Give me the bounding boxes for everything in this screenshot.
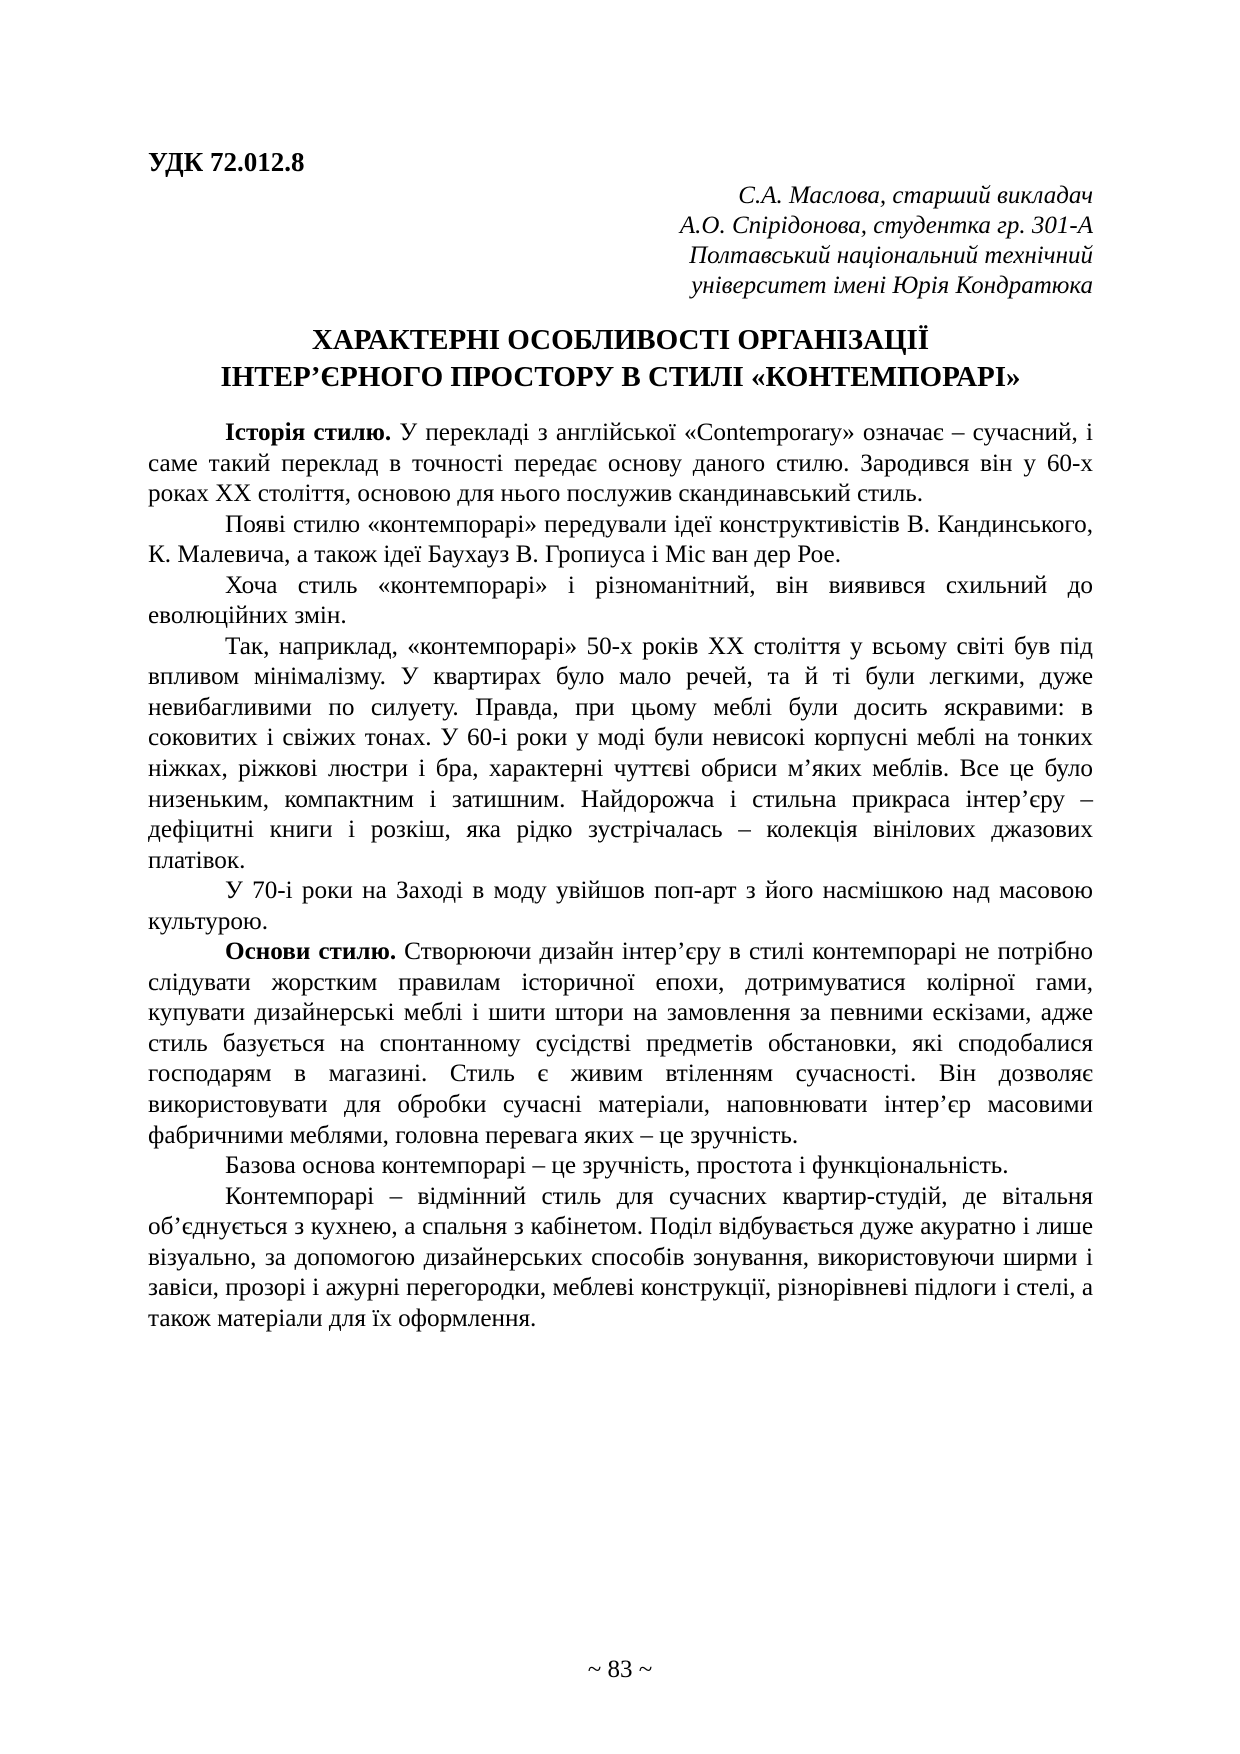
author-line: А.О. Спірідонова, студентка гр. 301-А <box>679 212 1093 239</box>
author-line: С.А. Маслова, старший викладач <box>738 182 1093 209</box>
paragraph-text: Створюючи дизайн інтер’єру в стилі контемпорарі не потрібно слідувати жорстким правилам історичної епохи, дотримуватися колірної гами, купувати дизайнерські меблі і шити штори на замовлення за певними ескізами, адже стиль базується на спонтанному сусідстві предметів обстановки, які сподобалися господарям в магазині. Стиль є живим втіленням сучасності. Він дозволяє використовувати для обробки сучасні матеріали, наповнювати інтер’єр масовими фабричними меблями, головна перевага яких – це зручність. <box>148 938 1094 1149</box>
affiliation-line: Полтавський національний технічний <box>689 242 1093 269</box>
paragraph-text: Хоча стиль «контемпорарі» і різноманітний, він виявився схильний до еволюційних змін. <box>148 571 1093 630</box>
paragraph-text: У перекладі з англійської «Contemporary» означає – сучасний, і саме такий переклад в точності передає основу даного стилю. Зародився він у 60-х роках XX століття, основою для нього послужив скандинавський стиль. <box>148 419 1093 508</box>
paragraph <box>148 510 1093 571</box>
title-line: ХАРАКТЕРНІ ОСОБЛИВОСТІ ОРГАНІЗАЦІЇ <box>311 324 930 356</box>
paragraph <box>148 632 1093 876</box>
author-block <box>393 181 1093 301</box>
paragraph-history <box>148 418 1093 510</box>
paragraph-basics <box>148 937 1093 1151</box>
paragraph-text: У 70-і роки на Заході в моду увійшов поп-арт з його насмішкою над масовою культурою. <box>148 877 1093 935</box>
paragraph <box>148 1182 1093 1335</box>
paragraph-text: Контемпорарі – відмінний стиль для сучасних квартир-студій, де вітальня об’єднується з кухнею, а спальня з кабінетом. Поділ відбувається дуже акуратно і лише візуально, за допомогою дизайнерських способів зонування, використовуючи ширми і завіси, прозорі і ажурні перегородки, меблеві конструкції, різнорівневі підлоги і стелі, а також матеріали для їх оформлення. <box>148 1182 1093 1332</box>
paragraph <box>148 571 1093 632</box>
paragraph <box>148 1151 1093 1182</box>
paragraph-text: Так, наприклад, «контемпорарі» 50-х років XX століття у всьому світі був під впливом мінімалізму. У квартирах було мало речей, та й ті були легкими, дуже невибагливими по силуету. Правда, при цьому меблі були досить яскравими: в соковитих і свіжих тонах. У 60-і роки у моді були невисокі корпусні меблі на тонких ніжках, ріжкові люстри і бра, характерні чуттєві обриси м’яких меблів. Все це було низеньким, компактним і затишним. Найдорожча і стильна прикраса інтер’єру – дефіцитні книги і розкіш, яка рідко зустрічалась – колекція вінілових джазових платівок. <box>148 632 1093 874</box>
affiliation-line: університет імені Юрія Кондратюка <box>691 272 1093 299</box>
udk-code: УДК 72.012.8 <box>148 147 305 177</box>
paragraph <box>148 876 1093 937</box>
section-heading-history: Історія стилю. <box>225 419 392 446</box>
article-title <box>148 322 1093 396</box>
paragraph-text: Появі стилю «контемпорарі» передували ідеї конструктивістів В. Кандинського, К. Малевича, а також ідеї Баухауз В. Гропиуса і Міс ван дер Рое. <box>148 510 1093 569</box>
title-line: ІНТЕР’ЄРНОГО ПРОСТОРУ В СТИЛІ «КОНТЕМПОРАРІ» <box>220 361 1021 393</box>
page-number: ~ 83 ~ <box>587 1656 653 1683</box>
article-body <box>148 418 1093 1334</box>
paragraph-text: Базова основа контемпорарі – це зручність, простота і функціональність. <box>225 1152 1009 1180</box>
section-heading-basics: Основи стилю. <box>225 938 397 966</box>
